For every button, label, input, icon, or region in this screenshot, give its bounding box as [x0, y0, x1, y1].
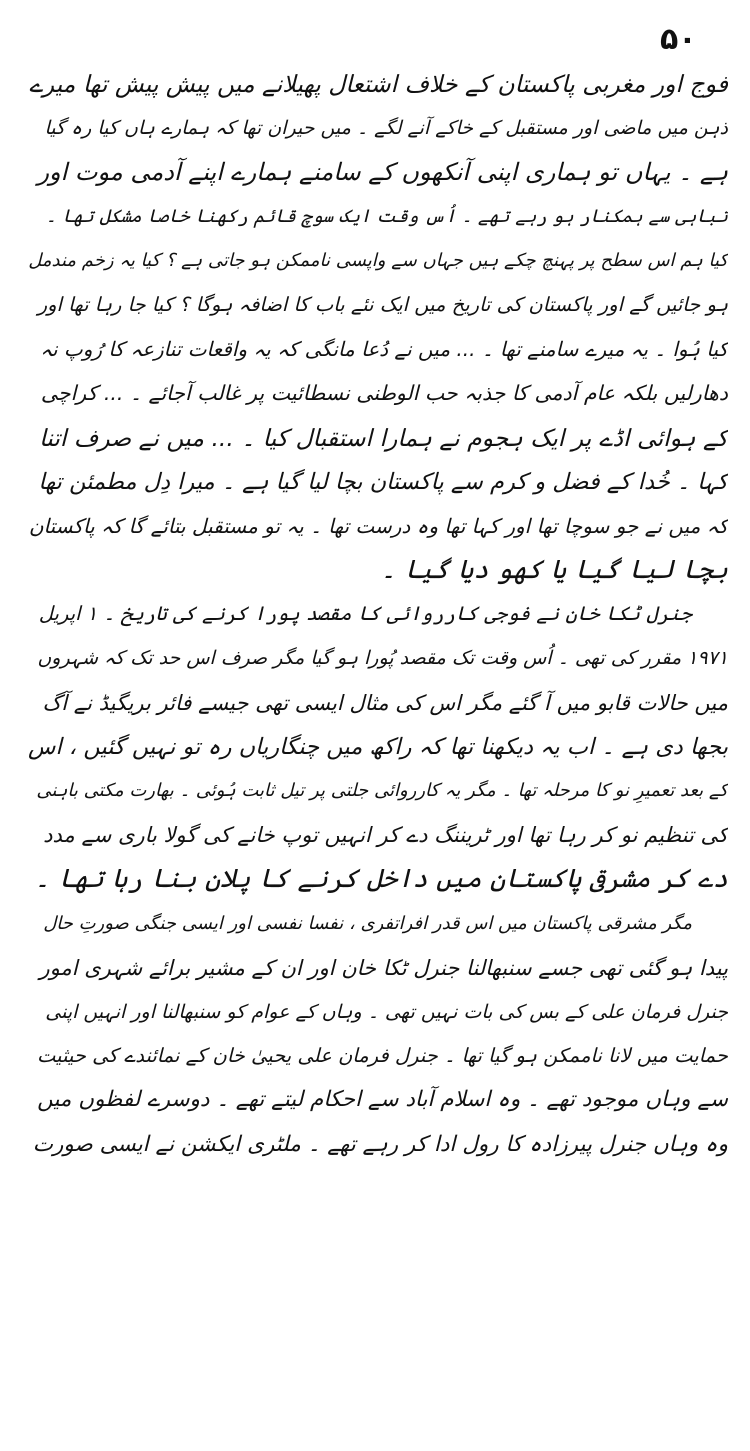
text-line: کہا ۔ خُدا کے فضل و کرم سے پاکستان بچا لیا گیا ہے ۔ میرا دِل مطمئن تھا	[38, 468, 728, 495]
text-line: ذہن میں ماضی اور مستقبل کے خاکے آنے لگے ۔ میں حیران تھا کہ ہمارے ہاں کیا رہ گیا	[44, 117, 728, 140]
page-number: ۵۰	[660, 22, 697, 57]
text-line: ۱۹۷۱ مقرر کی تھی ۔ اُس وقت تک مقصد پُورا ہو گیا مگر صرف اس حد تک کہ شہروں	[37, 647, 728, 670]
text-line: کے ہوائی اڈے پر ایک ہجوم نے ہمارا استقبال کیا ۔ ... میں نے صرف اتنا	[39, 423, 728, 452]
text-line: سے وہاں موجود تھے ۔ وہ اسلام آباد سے احکام لیتے تھے ۔ دوسرے لفظوں میں	[37, 1087, 728, 1113]
text-line: میں حالات قابو میں آ گئے مگر اس کی مثال ایسی تھی جیسے فائر بریگیڈ نے آگ	[42, 690, 728, 715]
text-line: کہ میں نے جو سوچا تھا اور کہا تھا وہ درست تھا ۔ یہ تو مستقبل بتائے گا کہ پاکستان	[28, 513, 728, 538]
text-line: کی تنظیم نو کر رہا تھا اور ٹریننگ دے کر انہیں توپ خانے کی گولا باری سے مدد	[43, 823, 728, 848]
body-text	[28, 62, 728, 1167]
text-line: کیا ہُوا ۔ یہ میرے سامنے تھا ۔ ... میں نے دُعا مانگی کہ یہ واقعات تنازعہ کا رُوپ نہ	[40, 337, 728, 362]
text-line: کے بعد تعمیرِ نو کا مرحلہ تھا ۔ مگر یہ کارروائی جلتی پر تیل ثابت ہُوئی ۔ بھارت مکتی باہنی	[36, 780, 728, 801]
text-line: کیا ہم اس سطح پر پہنچ چکے ہیں جہاں سے واپسی ناممکن ہو جاتی ہے ؟ کیا یہ زخم مندمل	[28, 249, 728, 271]
text-line: بجھا دی ہے ۔ اب یہ دیکھنا تھا کہ راکھ میں چنگاریاں رہ تو نہیں گئیں ، اس	[28, 733, 728, 760]
text-line: مگر مشرقی پاکستان میں اس قدر افراتفری ، نفسا نفسی اور ایسی جنگی صورتِ حال	[43, 912, 692, 934]
text-line: جنرل فرمان علی کے بس کی بات نہیں تھی ۔ وہاں کے عوام کو سنبھالنا اور انہیں اپنی	[45, 1000, 728, 1023]
text-line: ہو جائیں گے اور پاکستان کی تاریخ میں ایک نئے باب کا اضافہ ہوگا ؟ کیا جا رہا تھا اور	[37, 292, 728, 316]
text-line: بچا لیا گیا یا کھو دیا گیا ۔	[380, 555, 728, 586]
text-line: وہ وہاں جنرل پیرزادہ کا رول ادا کر رہے تھے ۔ ملٹری ایکشن نے ایسی صورت	[32, 1131, 728, 1157]
text-line: پیدا ہو گئی تھی جسے سنبھالنا جنرل ٹکا خان اور ان کے مشیر برائے شہری امور	[39, 955, 728, 980]
text-line: تباہی سے ہمکنار ہو رہے تھے ۔ اُس وقت ایک سوچ قائم رکھنا خاصا مشکل تھا ۔	[45, 205, 728, 227]
text-line: فوج اور مغربی پاکستان کے خلاف اشتعال پھیلانے میں پیش پیش تھا میرے	[28, 70, 728, 98]
text-line: جنرل ٹکا خان نے فوجی کارروائی کا مقصد پورا کرنے کی تاریخ ۔ ۱ اپریل	[38, 602, 692, 626]
text-line: حمایت میں لانا ناممکن ہو گیا تھا ۔ جنرل فرمان علی یحییٰ خان کے نمائندے کی حیثیت	[37, 1044, 728, 1068]
text-line: ہے ۔ یہاں تو ہماری اپنی آنکھوں کے سامنے ہمارے اپنے آدمی موت اور	[37, 158, 728, 187]
text-line: دھارلیں بلکہ عام آدمی کا جذبہ حب الوطنی نسطائیت پر غالب آجائے ۔ ... کراچی	[40, 381, 728, 406]
text-line: دے کر مشرقی پاکستان میں داخل کرنے کا پلان بنا رہا تھا ۔	[34, 864, 728, 895]
